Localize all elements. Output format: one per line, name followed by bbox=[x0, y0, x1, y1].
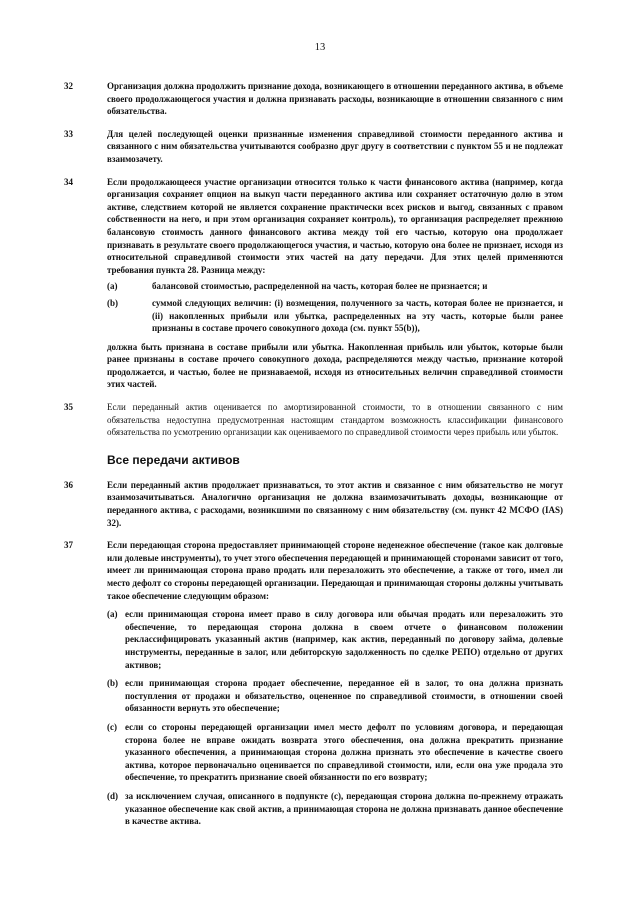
subitem-text: балансовой стоимостью, распределенной на часть, которая более не признается; и bbox=[152, 281, 488, 292]
paragraph-number: 32 bbox=[64, 81, 73, 91]
paragraph-text: Если передающая сторона предоставляет принимающей стороне неденежное обеспечение (такое как долговые или долевые инструменты), то учет этого обеспечения передающей и принимающей сторонами зависит от того, имеет ли принимающая сторона право продать или перезаложить это обеспечение, а также от того, имел ли место дефолт со стороны передающей организации. Передающая и принимающая стороны должны учитывать такое обеспечение следующим образом: bbox=[107, 540, 564, 601]
page-number: 13 bbox=[314, 42, 326, 53]
paragraph-33 bbox=[0, 128, 640, 166]
list-item-label: (a) bbox=[107, 609, 118, 620]
paragraph-34 bbox=[0, 176, 640, 392]
paragraph-text: Организация должна продолжить признание дохода, возникающего в отношении переданного актива, в объеме своего продолжающегося участия и должна признавать расходы, возникающие в отношении связанного с ним обязательства. bbox=[107, 81, 563, 117]
paragraph-number: 36 bbox=[64, 479, 73, 490]
subitem-text: суммой следующих величин: (i) возмещения, полученного за часть, которая более не признается, и (ii) накопленных прибыли или убытка, распределенных на эту часть, которые были ранее признаны в составе прочего совокупного дохода (см. пункт 55(b)), bbox=[152, 297, 563, 334]
section-heading: Все передачи активов bbox=[107, 452, 240, 467]
paragraph-body bbox=[107, 539, 563, 827]
list-item-label: (d) bbox=[107, 790, 118, 801]
paragraph-35 bbox=[0, 401, 640, 439]
paragraph-number: 33 bbox=[64, 128, 73, 139]
paragraph-body bbox=[107, 176, 563, 392]
list-item-text: за исключением случая, описанного в подпункте (c), передающая сторона должна по-прежнему отражать указанное обеспечение как свой актив, а принимающая сторона не должна признавать данное обеспечение в качестве актива. bbox=[125, 790, 563, 827]
subitem-label: (a) bbox=[107, 281, 118, 292]
paragraph-32 bbox=[0, 80, 640, 118]
list-item-d bbox=[107, 790, 563, 828]
list-item-c bbox=[107, 721, 563, 784]
list-item-a bbox=[107, 608, 563, 671]
subitem-label: (b) bbox=[107, 297, 118, 308]
paragraph-37 bbox=[0, 539, 640, 827]
paragraph-continuation: должна быть признана в составе прибыли или убытка. Накопленная прибыль или убыток, которые были ранее признаны в составе прочего совокупного дохода, распределяются между частью, признание которой продолжается, и частью, более не признаваемой, исходя из относительных величин справедливой стоимости этих частей. bbox=[107, 341, 563, 390]
list-item-label: (b) bbox=[107, 678, 118, 689]
subitem-b bbox=[107, 297, 563, 335]
list-item-text: если принимающая сторона продает обеспечение, переданное ей в залог, то она должна признать поступления от продажи и обязательство, оцененное по справедливой стоимости, в отношении своей обязанности вернуть это обеспечение; bbox=[125, 678, 563, 714]
paragraph-36 bbox=[0, 479, 640, 529]
document-body bbox=[0, 80, 640, 838]
list-item-label: (c) bbox=[107, 721, 117, 732]
paragraph-number: 35 bbox=[64, 402, 73, 413]
list-item-text: если принимающая сторона имеет право в силу договора или обычая продать или перезаложить это обеспечение, то передающая сторона должна в своем отчете о финансовом положении реклассифицировать указанный актив (например, как актив, переданный по договору займа, долевые инструменты, переданные в залог, или дебиторскую задолженность по сделке РЕПО) отдельно от других активов; bbox=[125, 609, 563, 670]
list-item-text: если со стороны передающей организации имел место дефолт по условиям договора, и передающая сторона более не вправе ожидать возврата этого обеспечения, она должна прекратить признание указанного обеспечения, а принимающая сторона должна признать это обеспечение в качестве своего актива, которое первоначально оценивается по справедливой стоимости, или, если она уже продала это обеспечение, то прекратить признание своей обязанности по его возврату; bbox=[125, 721, 563, 783]
subitem-a bbox=[107, 280, 563, 293]
paragraph-text: Если переданный актив продолжает признаваться, то этот актив и связанное с ним обязательство не могут взаимозачитываться. Аналогично организация не должна взаимозачитывать доходы, возникающие от переданного актива, с расходами, возникшими по связанному с ним обязательству (см. пункт 42 МСФО (IAS) 32). bbox=[107, 479, 563, 528]
paragraph-text: Если переданный актив оценивается по амортизированной стоимости, то в отношении связанного с ним обязательства недоступна предусмотренная настоящим стандартом возможность классификации финансового обязательства по усмотрению организации как оцениваемого по справедливой стоимости через прибыль или убыток. bbox=[107, 402, 563, 438]
paragraph-text: Если продолжающееся участие организации относится только к части финансового актива (например, когда организация сохраняет опцион на выкуп части переданного актива или сохраняет остаточную долю в этом активе, следствием которой не является сохранение практически всех рисков и выгод, связанных с правом собственности на него, и при этом организация сохраняет контроль), то организация распределяет прежнюю балансовую стоимость данного финансового актива между той его частью, которую она продолжает признавать в результате своего продолжающегося участия, и частью, которую она более не признает, исходя из относительной справедливой стоимости этих частей на дату передачи. Для этих целей применяются требования пункта 28. Разница между: bbox=[107, 176, 563, 275]
list-item-b bbox=[107, 677, 563, 715]
paragraph-number: 34 bbox=[64, 176, 73, 187]
paragraph-number: 37 bbox=[64, 540, 73, 551]
paragraph-text: Для целей последующей оценки признанные изменения справедливой стоимости переданного актива и связанного с ним обязательства учитываются сообразно друг другу в соответствии с пунктом 55 и не подлежат взаимозачету. bbox=[107, 128, 563, 164]
